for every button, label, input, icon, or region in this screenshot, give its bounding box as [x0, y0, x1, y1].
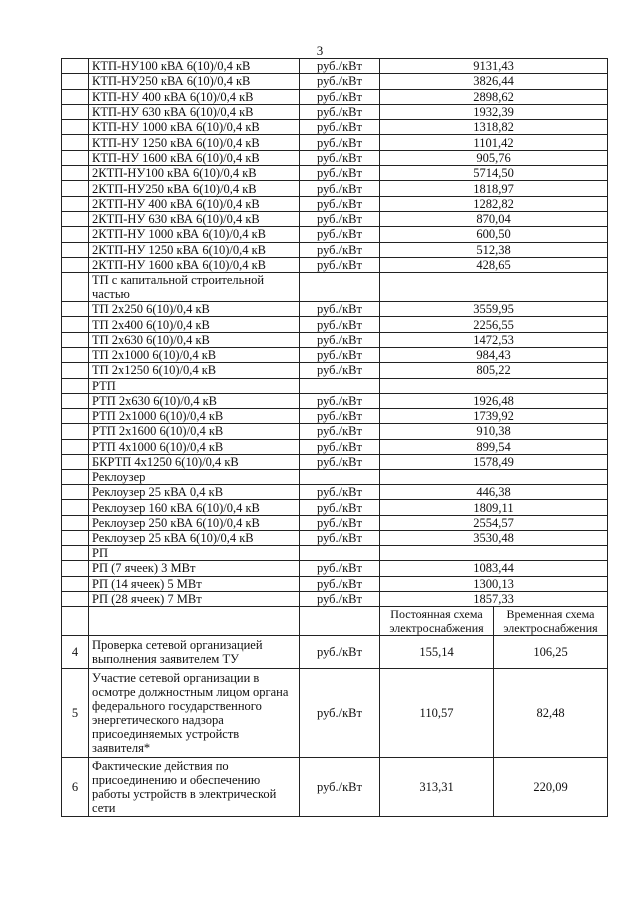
item-name: 2КТП-НУ 630 кВА 6(10)/0,4 кВ: [89, 211, 300, 226]
item-value: 1318,82: [380, 120, 608, 135]
row-number-cell: [62, 424, 89, 439]
group-header-row: [62, 378, 608, 393]
group-title: РТП: [89, 378, 300, 393]
item-unit: руб./кВт: [300, 211, 380, 226]
row-number-cell: [62, 408, 89, 423]
item-unit: руб./кВт: [300, 393, 380, 408]
table-row: [62, 257, 608, 272]
item-name: КТП-НУ 1000 кВА 6(10)/0,4 кВ: [89, 120, 300, 135]
item-unit: руб./кВт: [300, 74, 380, 89]
item-value: 3559,95: [380, 302, 608, 317]
item-value: 600,50: [380, 227, 608, 242]
item-value: 910,38: [380, 424, 608, 439]
row-number-cell: [62, 74, 89, 89]
item-value: 899,54: [380, 439, 608, 454]
item-name: РТП 2х1000 6(10)/0,4 кВ: [89, 408, 300, 423]
row-number: 5: [62, 669, 89, 758]
row-number-cell: [62, 546, 89, 561]
item-value: 5714,50: [380, 166, 608, 181]
item-unit: руб./кВт: [300, 348, 380, 363]
item-unit: руб./кВт: [300, 332, 380, 347]
value-cell: [380, 546, 608, 561]
row-number-cell: [62, 607, 89, 636]
table-row: [62, 363, 608, 378]
item-name: КТП-НУ 1600 кВА 6(10)/0,4 кВ: [89, 150, 300, 165]
service-unit: руб./кВт: [300, 636, 380, 669]
row-number-cell: [62, 378, 89, 393]
name-cell: [89, 607, 300, 636]
item-name: КТП-НУ 630 кВА 6(10)/0,4 кВ: [89, 104, 300, 119]
row-number-cell: [62, 317, 89, 332]
item-name: Реклоузер 25 кВА 0,4 кВ: [89, 485, 300, 500]
item-unit: руб./кВт: [300, 500, 380, 515]
item-value: 3530,48: [380, 531, 608, 546]
item-unit: руб./кВт: [300, 104, 380, 119]
row-number-cell: [62, 257, 89, 272]
table-row: [62, 576, 608, 591]
table-row: [62, 500, 608, 515]
item-name: КТП-НУ 400 кВА 6(10)/0,4 кВ: [89, 89, 300, 104]
row-number-cell: [62, 302, 89, 317]
table-row: [62, 591, 608, 606]
item-name: ТП 2х630 6(10)/0,4 кВ: [89, 332, 300, 347]
row-number-cell: [62, 470, 89, 485]
item-name: 2КТП-НУ 1250 кВА 6(10)/0,4 кВ: [89, 242, 300, 257]
item-name: 2КТП-НУ 1600 кВА 6(10)/0,4 кВ: [89, 257, 300, 272]
item-unit: руб./кВт: [300, 135, 380, 150]
group-title: Реклоузер: [89, 470, 300, 485]
table-row: [62, 104, 608, 119]
item-value: 2554,57: [380, 515, 608, 530]
scheme-header-row: [62, 607, 608, 636]
table-row: [62, 196, 608, 211]
unit-cell: [300, 378, 380, 393]
item-unit: руб./кВт: [300, 424, 380, 439]
service-unit: руб./кВт: [300, 758, 380, 817]
unit-cell: [300, 607, 380, 636]
table-row: [62, 59, 608, 74]
item-unit: руб./кВт: [300, 59, 380, 74]
page-number: 3: [316, 43, 324, 58]
unit-cell: [300, 273, 380, 302]
row-number-cell: [62, 561, 89, 576]
tariff-table: [61, 58, 608, 817]
item-unit: руб./кВт: [300, 150, 380, 165]
item-unit: руб./кВт: [300, 257, 380, 272]
item-value: 1857,33: [380, 591, 608, 606]
item-unit: руб./кВт: [300, 181, 380, 196]
item-unit: руб./кВт: [300, 196, 380, 211]
table-row: [62, 150, 608, 165]
service-unit: руб./кВт: [300, 669, 380, 758]
item-value: 1101,42: [380, 135, 608, 150]
table-row: [62, 166, 608, 181]
row-number-cell: [62, 363, 89, 378]
row-number-cell: [62, 242, 89, 257]
item-name: КТП-НУ100 кВА 6(10)/0,4 кВ: [89, 59, 300, 74]
item-value: 9131,43: [380, 59, 608, 74]
row-number: 6: [62, 758, 89, 817]
item-unit: руб./кВт: [300, 317, 380, 332]
item-value: 512,38: [380, 242, 608, 257]
item-value: 1739,92: [380, 408, 608, 423]
service-name: Фактические действия по присоединению и обеспечению работы устройств в электрической сети: [89, 758, 300, 817]
table-row: [62, 439, 608, 454]
group-title: ТП с капитальной строительной частью: [89, 273, 300, 302]
permanent-value: 155,14: [380, 636, 494, 669]
item-value: 1809,11: [380, 500, 608, 515]
item-unit: руб./кВт: [300, 120, 380, 135]
row-number-cell: [62, 120, 89, 135]
item-name: ТП 2х250 6(10)/0,4 кВ: [89, 302, 300, 317]
item-value: 1083,44: [380, 561, 608, 576]
table-row: [62, 302, 608, 317]
item-value: 1926,48: [380, 393, 608, 408]
item-value: 1578,49: [380, 454, 608, 469]
item-name: РП (28 ячеек) 7 МВт: [89, 591, 300, 606]
item-value: 984,43: [380, 348, 608, 363]
table-row: [62, 135, 608, 150]
item-unit: руб./кВт: [300, 531, 380, 546]
row-number-cell: [62, 500, 89, 515]
permanent-value: 313,31: [380, 758, 494, 817]
item-unit: руб./кВт: [300, 591, 380, 606]
item-name: 2КТП-НУ100 кВА 6(10)/0,4 кВ: [89, 166, 300, 181]
numbered-row: [62, 636, 608, 669]
unit-cell: [300, 470, 380, 485]
table-row: [62, 120, 608, 135]
item-name: 2КТП-НУ250 кВА 6(10)/0,4 кВ: [89, 181, 300, 196]
item-unit: руб./кВт: [300, 242, 380, 257]
service-name: Проверка сетевой организацией выполнения заявителем ТУ: [89, 636, 300, 669]
table-row: [62, 515, 608, 530]
service-name: Участие сетевой организации в осмотре должностным лицом органа федерального государственного энергетического надзора присоединяемых устройств заявителя*: [89, 669, 300, 758]
row-number-cell: [62, 166, 89, 181]
item-name: РП (14 ячеек) 5 МВт: [89, 576, 300, 591]
temporary-value: 220,09: [494, 758, 608, 817]
table-row: [62, 242, 608, 257]
permanent-value: 110,57: [380, 669, 494, 758]
item-unit: руб./кВт: [300, 485, 380, 500]
item-value: 446,38: [380, 485, 608, 500]
permanent-scheme-header: Постоянная схема электроснабжения: [380, 607, 494, 636]
item-name: ТП 2х1250 6(10)/0,4 кВ: [89, 363, 300, 378]
table-row: [62, 227, 608, 242]
row-number-cell: [62, 181, 89, 196]
item-unit: руб./кВт: [300, 302, 380, 317]
row-number-cell: [62, 591, 89, 606]
item-value: 1282,82: [380, 196, 608, 211]
item-name: Реклоузер 250 кВА 6(10)/0,4 кВ: [89, 515, 300, 530]
group-header-row: [62, 273, 608, 302]
value-cell: [380, 378, 608, 393]
item-value: 1300,13: [380, 576, 608, 591]
row-number-cell: [62, 59, 89, 74]
row-number-cell: [62, 348, 89, 363]
item-unit: руб./кВт: [300, 515, 380, 530]
row-number-cell: [62, 104, 89, 119]
temporary-value: 106,25: [494, 636, 608, 669]
row-number-cell: [62, 454, 89, 469]
item-unit: руб./кВт: [300, 363, 380, 378]
item-name: РТП 2х1600 6(10)/0,4 кВ: [89, 424, 300, 439]
item-name: РТП 2х630 6(10)/0,4 кВ: [89, 393, 300, 408]
group-header-row: [62, 546, 608, 561]
item-value: 2256,55: [380, 317, 608, 332]
table-row: [62, 332, 608, 347]
item-value: 2898,62: [380, 89, 608, 104]
group-title: РП: [89, 546, 300, 561]
row-number-cell: [62, 393, 89, 408]
item-name: КТП-НУ250 кВА 6(10)/0,4 кВ: [89, 74, 300, 89]
item-value: 3826,44: [380, 74, 608, 89]
item-name: ТП 2х400 6(10)/0,4 кВ: [89, 317, 300, 332]
group-header-row: [62, 470, 608, 485]
item-value: 428,65: [380, 257, 608, 272]
table-row: [62, 181, 608, 196]
item-name: БКРТП 4х1250 6(10)/0,4 кВ: [89, 454, 300, 469]
item-value: 1932,39: [380, 104, 608, 119]
row-number-cell: [62, 135, 89, 150]
row-number-cell: [62, 485, 89, 500]
item-name: 2КТП-НУ 1000 кВА 6(10)/0,4 кВ: [89, 227, 300, 242]
numbered-row: [62, 669, 608, 758]
item-value: 870,04: [380, 211, 608, 226]
item-name: РП (7 ячеек) 3 МВт: [89, 561, 300, 576]
item-unit: руб./кВт: [300, 576, 380, 591]
value-cell: [380, 273, 608, 302]
item-unit: руб./кВт: [300, 408, 380, 423]
table-row: [62, 408, 608, 423]
temporary-scheme-header: Временная схема электроснабжения: [494, 607, 608, 636]
item-value: 905,76: [380, 150, 608, 165]
row-number-cell: [62, 150, 89, 165]
table-row: [62, 454, 608, 469]
item-name: РТП 4х1000 6(10)/0,4 кВ: [89, 439, 300, 454]
table-row: [62, 74, 608, 89]
item-unit: руб./кВт: [300, 227, 380, 242]
item-value: 1472,53: [380, 332, 608, 347]
table-row: [62, 211, 608, 226]
temporary-value: 82,48: [494, 669, 608, 758]
table-row: [62, 89, 608, 104]
row-number-cell: [62, 211, 89, 226]
item-unit: руб./кВт: [300, 166, 380, 181]
row-number-cell: [62, 196, 89, 211]
row-number-cell: [62, 332, 89, 347]
item-name: ТП 2х1000 6(10)/0,4 кВ: [89, 348, 300, 363]
row-number: 4: [62, 636, 89, 669]
item-name: 2КТП-НУ 400 кВА 6(10)/0,4 кВ: [89, 196, 300, 211]
table-row: [62, 531, 608, 546]
item-unit: руб./кВт: [300, 561, 380, 576]
item-unit: руб./кВт: [300, 439, 380, 454]
item-unit: руб./кВт: [300, 89, 380, 104]
item-unit: руб./кВт: [300, 454, 380, 469]
row-number-cell: [62, 439, 89, 454]
row-number-cell: [62, 89, 89, 104]
table-row: [62, 317, 608, 332]
item-value: 1818,97: [380, 181, 608, 196]
unit-cell: [300, 546, 380, 561]
table-row: [62, 424, 608, 439]
numbered-row: [62, 758, 608, 817]
tariff-table-body: [62, 59, 608, 817]
table-row: [62, 561, 608, 576]
table-row: [62, 485, 608, 500]
table-row: [62, 393, 608, 408]
row-number-cell: [62, 515, 89, 530]
item-name: Реклоузер 25 кВА 6(10)/0,4 кВ: [89, 531, 300, 546]
row-number-cell: [62, 576, 89, 591]
table-row: [62, 348, 608, 363]
value-cell: [380, 470, 608, 485]
row-number-cell: [62, 227, 89, 242]
row-number-cell: [62, 273, 89, 302]
item-name: Реклоузер 160 кВА 6(10)/0,4 кВ: [89, 500, 300, 515]
row-number-cell: [62, 531, 89, 546]
item-value: 805,22: [380, 363, 608, 378]
item-name: КТП-НУ 1250 кВА 6(10)/0,4 кВ: [89, 135, 300, 150]
